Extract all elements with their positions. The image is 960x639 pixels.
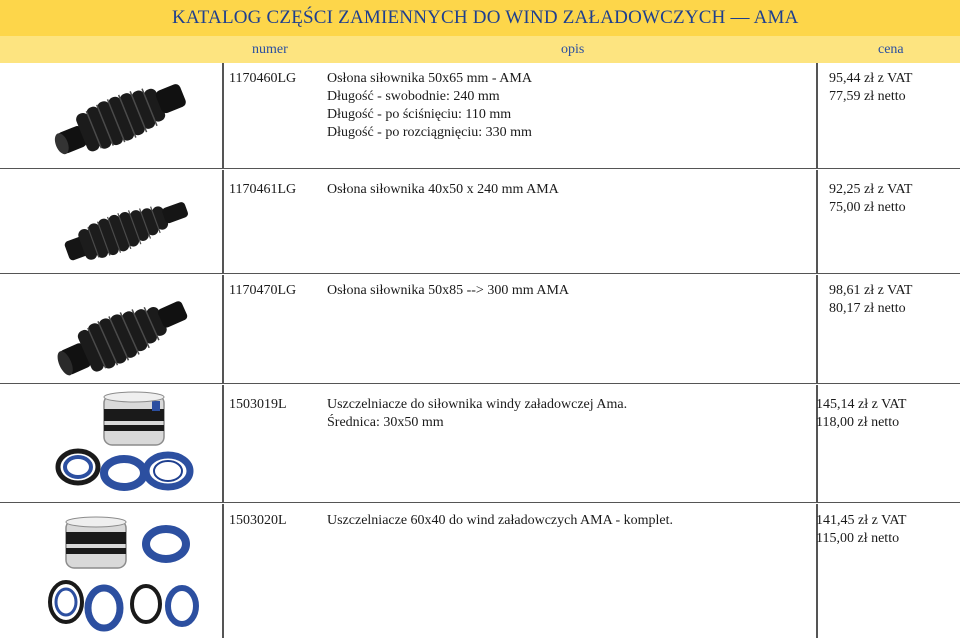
column-divider bbox=[222, 170, 224, 273]
seal-kit-icon bbox=[52, 387, 212, 499]
description-line: Osłona siłownika 50x65 mm - AMA bbox=[327, 71, 532, 86]
column-divider bbox=[222, 63, 224, 168]
part-number: 1503020L bbox=[229, 513, 287, 528]
table-row bbox=[0, 63, 960, 169]
column-header-numer bbox=[0, 36, 329, 63]
bellows-boot-icon bbox=[40, 69, 200, 165]
part-price bbox=[816, 512, 906, 548]
part-price bbox=[829, 181, 912, 217]
description-line: Uszczelniacze 60x40 do wind załadowczych AMA - komplet. bbox=[327, 513, 674, 528]
column-divider bbox=[816, 170, 818, 273]
price-gross: 145,14 zł z VAT bbox=[816, 397, 907, 412]
table-row bbox=[0, 170, 960, 274]
description-line: Długość - po rozciągnięciu: 330 mm bbox=[327, 125, 532, 140]
column-header-opis bbox=[329, 36, 816, 63]
price-gross: 92,25 zł z VAT bbox=[829, 182, 913, 197]
column-divider bbox=[222, 385, 224, 502]
column-header-opis-label: opis bbox=[561, 42, 585, 57]
description-line: Osłona siłownika 40x50 x 240 mm AMA bbox=[327, 182, 559, 197]
column-header-cena-label: cena bbox=[878, 42, 904, 57]
part-description bbox=[327, 282, 569, 300]
price-net: 75,00 zł netto bbox=[829, 200, 906, 215]
price-gross: 141,45 zł z VAT bbox=[816, 513, 907, 528]
column-divider bbox=[816, 63, 818, 168]
description-line: Osłona siłownika 50x85 --> 300 mm AMA bbox=[327, 283, 569, 298]
table-row bbox=[0, 275, 960, 384]
part-description bbox=[327, 70, 532, 142]
price-net: 80,17 zł netto bbox=[829, 301, 906, 316]
description-line: Długość - swobodnie: 240 mm bbox=[327, 89, 500, 104]
part-price bbox=[829, 282, 912, 318]
page-title: KATALOG CZĘŚCI ZAMIENNYCH DO WIND ZAŁADOWCZYCH — AMA bbox=[172, 7, 799, 28]
column-divider bbox=[816, 275, 818, 383]
column-header-numer-label: numer bbox=[252, 42, 288, 57]
bellows-boot-icon bbox=[40, 174, 200, 270]
part-number: 1170470LG bbox=[229, 283, 297, 298]
part-number: 1170461LG bbox=[229, 182, 297, 197]
column-header-cena bbox=[816, 36, 960, 63]
column-divider bbox=[222, 504, 224, 638]
description-line: Uszczelniacze do siłownika windy załadowczej Ama. bbox=[327, 397, 628, 412]
bellows-boot-icon bbox=[40, 281, 200, 377]
column-divider bbox=[222, 275, 224, 383]
price-net: 115,00 zł netto bbox=[816, 531, 900, 546]
part-price bbox=[829, 70, 912, 106]
part-description bbox=[327, 512, 673, 530]
table-row bbox=[0, 385, 960, 503]
description-line: Długość - po ściśnięciu: 110 mm bbox=[327, 107, 512, 122]
price-gross: 98,61 zł z VAT bbox=[829, 283, 913, 298]
part-price bbox=[816, 396, 906, 432]
part-description bbox=[327, 396, 627, 432]
part-number: 1503019L bbox=[229, 397, 287, 412]
price-net: 118,00 zł netto bbox=[816, 415, 900, 430]
description-line: Średnica: 30x50 mm bbox=[327, 415, 444, 430]
catalog-header bbox=[0, 0, 960, 63]
title-bar bbox=[0, 0, 960, 36]
price-gross: 95,44 zł z VAT bbox=[829, 71, 913, 86]
part-number: 1170460LG bbox=[229, 71, 297, 86]
seal-kit-icon bbox=[46, 514, 206, 638]
price-net: 77,59 zł netto bbox=[829, 89, 906, 104]
part-description bbox=[327, 181, 559, 199]
table-row bbox=[0, 504, 960, 638]
